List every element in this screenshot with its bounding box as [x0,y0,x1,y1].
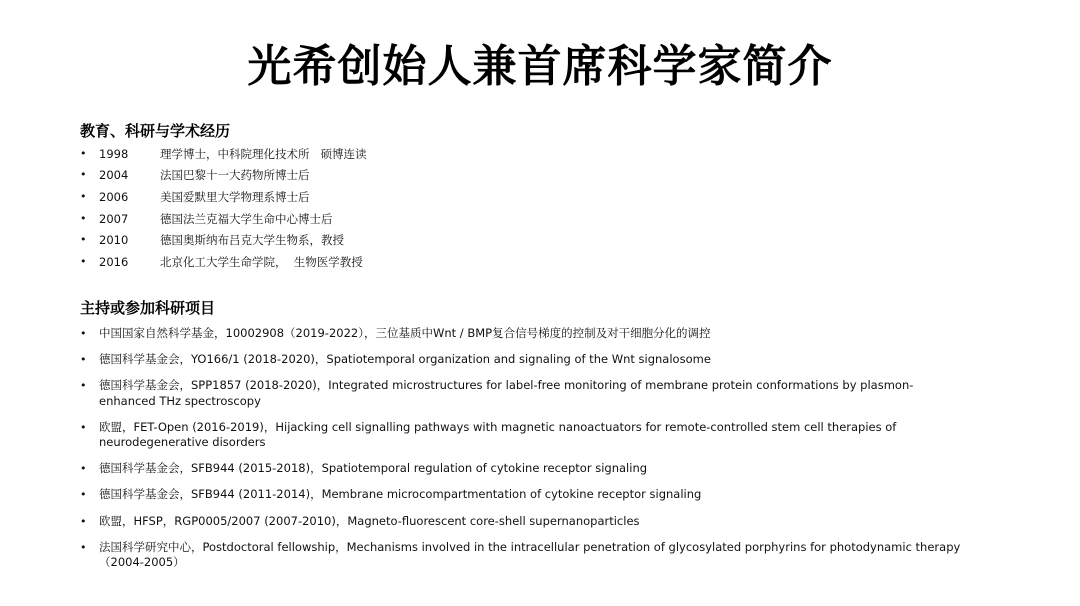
education-year: 1998 [99,146,129,161]
list-item [80,540,1020,571]
education-description: 北京化工大学生命学院， 生物医学教授 [160,254,363,269]
bullet-icon: • [80,254,87,268]
project-description: 法国科学研究中心，Postdoctoral fellowship，Mechanisms involved in the intracellular penetration of glycosylated porphyrins for photodynamic therapy （2004-2005） [99,539,961,570]
education-description: 德国法兰克福大学生命中心博士后 [160,211,333,226]
bullet-icon: • [80,353,87,367]
list-item [80,420,1020,451]
bullet-icon: • [80,146,87,160]
bullet-icon: • [80,540,87,554]
project-description: 德国科学基金会，SFB944 (2011-2014)，Membrane microcompartmentation of cytokine receptor signaling [99,487,702,502]
slide-title: 光希创始人兼首席科学家简介 [247,41,833,92]
project-description: 欧盟，HFSP，RGP0005/2007 (2007-2010)，Magneto-fluorescent core-shell supernanoparticles [99,513,640,528]
education-year: 2010 [99,233,129,248]
project-description: 中国国家自然科学基金，10002908（2019-2022），三位基质中Wnt / BMP复合信号梯度的控制及对干细胞分化的调控 [99,326,711,340]
list-item [80,165,366,187]
list-item [80,352,1020,368]
education-year: 2016 [99,254,129,269]
list-item [80,208,366,230]
project-description: 德国科学基金会，SPP1857 (2018-2020)，Integrated microstructures for label-free monitoring of membrane protein conformations by plasmon- enhanced THz spectroscopy [99,378,914,408]
list-item [80,186,366,208]
education-description: 美国爱默里大学物理系博士后 [160,189,310,204]
education-description: 法国巴黎十一大药物所博士后 [160,168,310,183]
list-item [80,378,1020,409]
list-item [80,326,1020,342]
list-item [80,487,1020,503]
bullet-icon: • [80,420,87,434]
list-item [80,251,366,273]
education-year: 2004 [99,168,129,183]
bullet-icon: • [80,327,87,340]
bullet-icon: • [80,514,87,528]
education-description: 德国奥斯纳布吕克大学生物系，教授 [160,233,344,248]
bullet-icon: • [80,189,87,203]
bullet-icon: • [80,233,87,247]
education-list [80,143,366,273]
education-year: 2007 [99,211,129,226]
education-year: 2006 [99,189,129,204]
project-description: 德国科学基金会，YO166/1 (2018-2020)，Spatiotemporal organization and signaling of the Wnt signalosome [99,352,711,367]
project-description: 欧盟，FET-Open (2016-2019)，Hijacking cell signalling pathways with magnetic nanoactuators for remote-controlled stem cell therapies of neurodegenerative disorders [99,419,897,450]
bullet-icon: • [80,462,87,476]
list-item [80,461,1020,477]
projects-heading: 主持或参加科研项目 [80,299,216,317]
bullet-icon: • [80,168,87,182]
education-description: 理学博士，中科院理化技术所 硕博连读 [160,146,367,161]
list-item [80,143,366,165]
list-item [80,229,366,251]
bullet-icon: • [80,379,87,393]
bullet-icon: • [80,488,87,502]
list-item [80,514,1020,530]
projects-list [80,326,1020,581]
bullet-icon: • [80,211,87,225]
education-heading: 教育、科研与学术经历 [80,122,231,140]
project-description: 德国科学基金会，SFB944 (2015-2018)，Spatiotemporal regulation of cytokine receptor signaling [99,461,648,476]
